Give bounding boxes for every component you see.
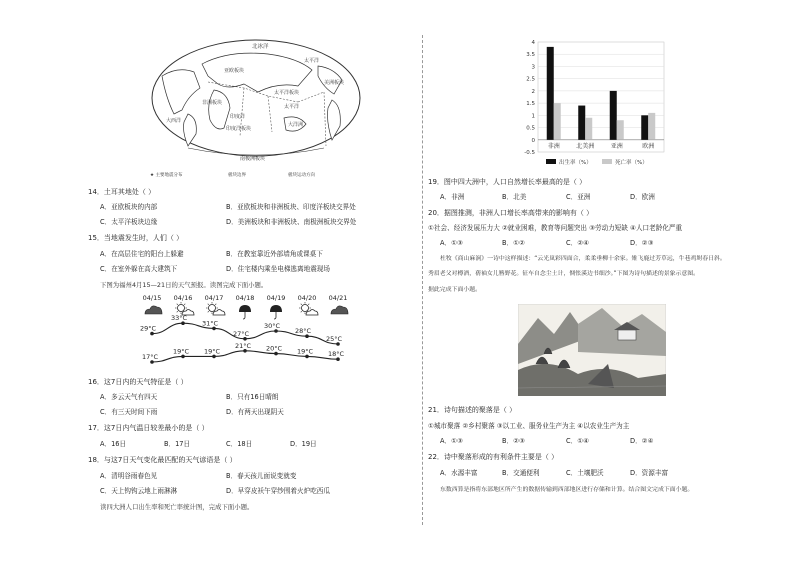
q22-option-c[interactable]: C．土壤肥沃 [566,469,604,477]
y-tick-label: 2 [531,88,535,95]
svg-text:太平洋: 太平洋 [304,58,320,64]
q14-option-a[interactable]: A．亚欧板块的内部 [100,203,158,211]
death-rate-bar [554,103,561,140]
birth-rate-bar [610,91,617,140]
q22-option-b[interactable]: B．交通便利 [502,469,540,477]
death-rate-bar [648,113,655,140]
svg-text:太平洋板块: 太平洋板块 [274,90,300,96]
death-rate-bar [617,120,624,140]
svg-text:非洲板块: 非洲板块 [202,100,223,106]
question-19: 19．图中四大洲中，人口自然增长率最高的是（ ） [428,178,587,186]
low-temp-label: 19°C [172,347,190,356]
q18-option-a[interactable]: A．清明谷雨春色见 [100,472,158,480]
q18-option-d[interactable]: D．早穿皮袄午穿纱围着火炉吃西瓜 [226,487,330,495]
forecast-date: 04/17 [204,294,224,302]
rain-icon [270,305,282,319]
svg-text:大洋洲: 大洋洲 [288,122,304,128]
y-tick-label: 0 [531,137,535,144]
q19-intro: 读四大洲人口出生率和死亡率统计图，完成下面小题。 [100,503,254,511]
forecast-date: 04/20 [297,294,317,302]
y-tick-label: 1.5 [526,101,535,108]
svg-text:太平洋: 太平洋 [284,104,300,110]
high-temp-label: 31°C [201,319,219,328]
svg-text:印度洋: 印度洋 [230,114,246,120]
landscape-painting [518,304,666,396]
q17-option-a[interactable]: A．16日 [100,440,127,448]
death-rate-bar [585,118,592,140]
q21-option-d[interactable]: D．②④ [630,437,654,445]
svg-text:★ 主要地震分布: ★ 主要地震分布 [150,173,183,178]
category-label: 北美洲 [576,142,595,150]
cloudy-icon [331,306,348,314]
high-temp-label: 33°C [170,314,188,323]
q21-intro-line-3: 据此完成下面小题。 [428,287,482,293]
birth-rate-bar [641,115,648,139]
legend-label: 出生率（%） [559,160,592,166]
svg-text:板块运动方向: 板块运动方向 [288,173,315,178]
svg-text:大西洋: 大西洋 [166,118,182,124]
q21-option-a[interactable]: A．①③ [440,437,463,445]
y-tick-label: 0.5 [526,125,535,132]
q23-intro: 东数西算是指将东部地区所产生的数据传输到西部地区进行存储和计算。结合图文完成下面小题。 [440,487,694,493]
low-temp-label: 19°C [296,347,314,356]
q15-option-c[interactable]: C．在室外躲在高大建筑下 [100,265,178,273]
question-22: 22．诗中聚落形成的有利条件主要是（ ） [428,453,559,461]
forecast-date: 04/16 [173,294,193,302]
q22-option-a[interactable]: A．水源丰富 [440,469,478,477]
weather-intro: 下图为福州4月15—21日的天气预报。读图完成下面小题。 [100,281,268,289]
category-label: 非洲 [547,142,560,150]
svg-text:亚欧板块: 亚欧板块 [224,68,245,74]
low-temp-label: 18°C [327,350,345,359]
world-plate-map [148,36,364,178]
forecast-date: 04/15 [142,294,162,302]
category-label: 亚洲 [610,142,623,150]
legend-label: 死亡率（%） [615,160,648,166]
q20-option-a[interactable]: A．①③ [440,239,463,247]
high-temp-label: 27°C [232,329,250,338]
q19-option-c[interactable]: C．亚洲 [566,193,591,201]
q22-option-d[interactable]: D．资源丰富 [630,469,669,477]
question-16: 16．这7日内的天气特征是（ ） [88,378,188,386]
q17-option-c[interactable]: C．18日 [226,440,253,448]
q17-option-b[interactable]: B．17日 [164,440,191,448]
q21-option-c[interactable]: C．①④ [566,437,590,445]
q18-option-b[interactable]: B．春天孩儿面说变就变 [226,472,297,480]
q21-option-b[interactable]: B．②③ [502,437,525,445]
q21-intro-line-2: 秀眉老父对樽酒，蒨袖女儿簪野花。征车自念尘土计，惆怅溪边书细沙。”下图为诗句描述的景象示意图。 [428,271,700,277]
high-temp-label: 29°C [139,324,157,333]
birth-rate-bar [578,106,585,140]
svg-text:北冰洋: 北冰洋 [252,44,269,50]
question-17: 17．这7日内气温日较差最小的是（ ） [88,424,209,432]
q15-option-d[interactable]: D．住宅楼内乘坐电梯逃离地震现场 [226,265,330,273]
forecast-date: 04/19 [266,294,286,302]
birth-death-rate-chart [518,36,668,168]
q15-option-a[interactable]: A．在高层住宅的阳台上躲避 [100,250,184,258]
q19-option-a[interactable]: A．非洲 [440,193,465,201]
forecast-date: 04/21 [328,294,348,302]
question-21: 21．诗句描述的聚落是（ ） [428,406,517,414]
rain-icon [239,305,251,319]
sun-cloud-icon [175,302,194,315]
y-tick-label: -0.5 [524,150,535,156]
question-14: 14．土耳其地处（ ） [88,188,156,196]
q14-option-c[interactable]: C．太平洋板块边缘 [100,218,158,226]
low-temp-label: 21°C [234,341,252,350]
high-temp-label: 30°C [263,322,281,330]
y-tick-label: 4 [531,40,535,46]
weather-forecast [130,292,370,368]
high-temp-label: 25°C [325,335,343,343]
forecast-date: 04/18 [235,294,255,302]
y-tick-label: 1 [531,113,535,120]
column-divider [422,35,423,525]
question-20: 20．据图推测，非洲人口增长率高带来的影响有（ ） [428,209,594,217]
low-temp-label: 17°C [141,353,159,361]
svg-text:板块边界: 板块边界 [228,173,246,178]
q16-option-c[interactable]: C．有三天时间下雨 [100,408,158,416]
sun-cloud-icon [206,302,225,315]
svg-text:南极洲板块: 南极洲板块 [240,156,266,162]
y-tick-label: 3 [531,64,535,71]
q17-option-d[interactable]: D．19日 [290,440,317,448]
svg-text:美洲板块: 美洲板块 [324,80,345,86]
q14-option-d[interactable]: D．美洲板块和非洲板块、南极洲板块交界处 [226,218,357,226]
q16-option-b[interactable]: B．只有16日晴朗 [226,393,279,401]
low-temp-label: 19°C [203,347,221,356]
q20-statements: ①社会、经济发展压力大 ②就业困难，教育等问题突出 ③劳动力短缺 ④人口老龄化严重 [428,224,683,232]
q15-option-b[interactable]: B．在教室靠近外部墙角或课桌下 [226,250,323,258]
question-18: 18．与这7日天气变化最匹配的天气谚语是（ ） [88,456,237,464]
svg-text:印度洋板块: 印度洋板块 [226,126,252,132]
question-15: 15．当地震发生时，人们（ ） [88,234,184,242]
sun-cloud-icon [299,302,318,315]
q19-option-b[interactable]: B．北美 [502,193,527,201]
low-temp-label: 20°C [265,344,283,353]
q20-option-b[interactable]: B．①② [502,239,525,247]
q16-option-a[interactable]: A．多云天气有四天 [100,393,158,401]
q19-option-d[interactable]: D．欧洲 [630,193,655,201]
high-temp-label: 28°C [294,327,312,336]
cloudy-icon [145,306,162,314]
legend-swatch [546,159,556,164]
q21-intro-line-1: 杜牧《商山麻涧》一诗中这样描述：“云光岚彩四面合，柔柔垂柳十余家。雉飞鹿过芳草远，牛巷鸡埘春日斜。 [440,256,726,262]
category-label: 欧洲 [642,142,655,150]
legend-swatch [602,159,612,164]
y-tick-label: 3.5 [526,52,535,59]
q18-option-c[interactable]: C．天上钩钩云地上雨淋淋 [100,487,178,495]
q14-option-b[interactable]: B．亚欧板块和非洲板块、印度洋板块交界处 [226,203,356,211]
q20-option-d[interactable]: D．②③ [630,239,654,247]
y-tick-label: 2.5 [526,76,535,83]
q20-option-c[interactable]: C．②④ [566,239,590,247]
q21-statements: ①城市聚落 ②乡村聚落 ③以工业、服务业生产为主 ④以农业生产为主 [428,422,630,430]
q16-option-d[interactable]: D．有两天出现阴天 [226,408,284,416]
birth-rate-bar [547,47,554,140]
